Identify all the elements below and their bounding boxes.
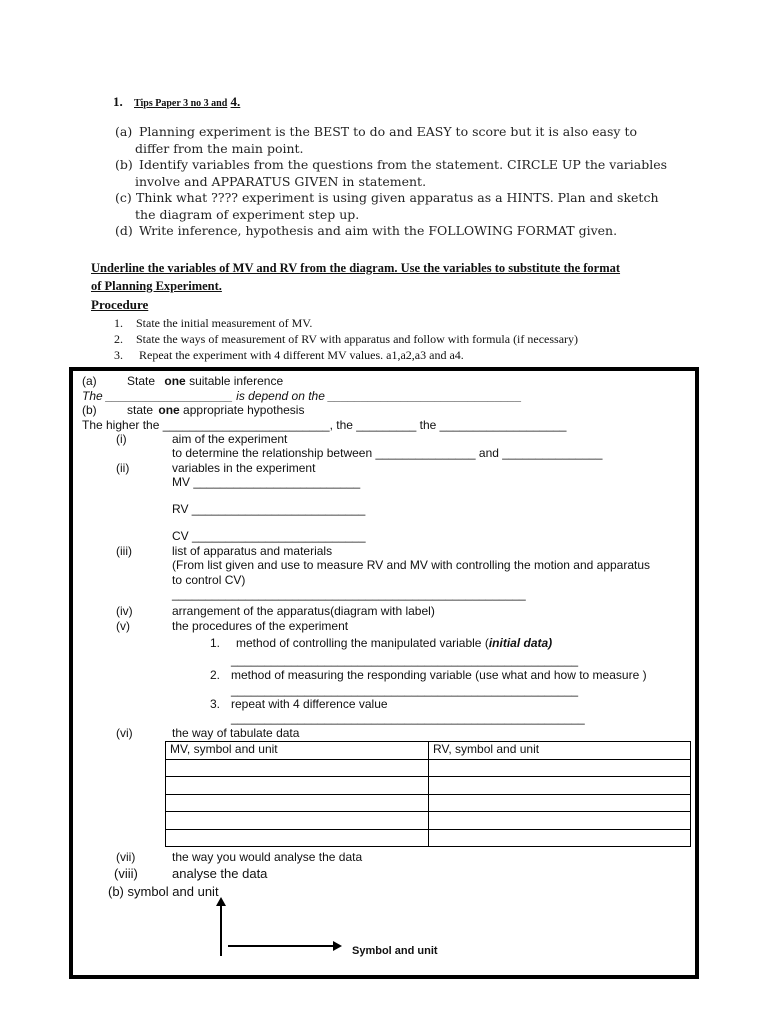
proc-3-text: repeat with 4 difference value: [231, 697, 388, 711]
instruction-line1: Underline the variables of MV and RV from the diagram. Use the variables to substitute the format: [91, 261, 621, 275]
form-b-label: (b): [82, 403, 97, 417]
form-vi-text: the way of tabulate data: [172, 726, 300, 740]
tip-a-line2: differ from the main point.: [135, 141, 304, 156]
tip-d-line1: Write inference, hypothesis and aim with the FOLLOWING FORMAT given.: [139, 223, 618, 238]
procedure-step-1-num: 1.: [114, 316, 123, 330]
form-vii-text: the way you would analyse the data: [172, 850, 363, 864]
tip-c-line1: Think what ???? experiment is using given apparatus as a HINTS. Plan and sketch: [136, 190, 659, 205]
procedure-step-2: State the ways of measurement of RV with apparatus and follow with formula (if necessary): [136, 332, 579, 346]
table-row[interactable]: [166, 794, 691, 812]
apparatus-note-1: (From list given and use to measure RV and MV with controlling the motion and apparatus: [172, 558, 651, 572]
header-number: 1.: [113, 94, 123, 109]
procedure-step-2-num: 2.: [114, 332, 123, 346]
x-axis-arrowhead-icon: [333, 941, 342, 951]
tip-a-line1: Planning experiment is the BEST to do and EASY to score but it is also easy to: [139, 124, 638, 139]
procedure-step-1: State the initial measurement of MV.: [136, 316, 313, 330]
y-axis-line: [220, 904, 222, 956]
proc-3-line: _____________________________________________________: [231, 711, 585, 725]
form-iv-text: arrangement of the apparatus(diagram with label): [172, 604, 435, 618]
form-v-text: the procedures of the experiment: [172, 619, 349, 633]
proc-1-line: ____________________________________________________: [231, 653, 579, 667]
table-cell[interactable]: [429, 812, 691, 830]
table-cell[interactable]: [166, 759, 429, 777]
form-a-heading: [127, 374, 283, 388]
header-title-number: 4.: [230, 94, 241, 109]
form-a-rest: suitable inference: [189, 374, 284, 388]
table-cell[interactable]: [429, 794, 691, 812]
cv-line: CV __________________________: [172, 529, 366, 543]
apparatus-note-2: to control CV): [172, 573, 246, 587]
proc-1-label: method of controlling the manipulated variable (: [236, 636, 489, 650]
form-iv-label: (iv): [116, 604, 133, 618]
header-title: Tips Paper 3 no 3 and: [134, 98, 228, 109]
procedure-heading: Procedure: [91, 297, 149, 312]
form-b2-text: (b) symbol and unit: [108, 884, 219, 899]
x-axis-label: Symbol and unit: [352, 945, 438, 957]
procedure-step-3: Repeat the experiment with 4 different MV values. a1,a2,a3 and a4.: [139, 348, 464, 362]
table-row[interactable]: [166, 812, 691, 830]
tip-b-line1: Identify variables from the questions from the statement. CIRCLE UP the variables: [139, 157, 668, 172]
tip-c-label: (c): [115, 190, 132, 205]
tip-b-label: (b): [115, 157, 133, 172]
table-header-mv: MV, symbol and unit: [166, 742, 429, 760]
data-table: [165, 741, 691, 847]
inference-line: The ___________________ is depend on the _____________________________: [82, 389, 522, 403]
form-i-text: aim of the experiment: [172, 432, 288, 446]
proc-2-num: 2.: [210, 668, 221, 682]
table-cell[interactable]: [166, 829, 429, 847]
form-vi-label: (vi): [116, 726, 133, 740]
rv-line: RV __________________________: [172, 502, 366, 516]
table-cell[interactable]: [166, 794, 429, 812]
proc-2-text: method of measuring the responding variable (use what and how to measure ): [231, 668, 647, 682]
table-row[interactable]: [166, 829, 691, 847]
tip-b-line2: involve and APPARATUS GIVEN in statement.: [135, 174, 427, 189]
form-i-label: (i): [116, 432, 127, 446]
table-row[interactable]: [166, 777, 691, 795]
apparatus-line: _____________________________________________________: [172, 587, 526, 601]
form-viii-text: analyse the data: [172, 866, 268, 881]
form-ii-text: variables in the experiment: [172, 461, 316, 475]
tip-a-label: (a): [115, 124, 133, 139]
table-cell[interactable]: [166, 812, 429, 830]
form-vii-label: (vii): [116, 850, 136, 864]
form-a-state: State: [127, 374, 156, 388]
table-cell[interactable]: [166, 777, 429, 795]
form-ii-label: (ii): [116, 461, 130, 475]
instruction-line2: of Planning Experiment.: [91, 279, 222, 293]
form-b-state: state: [127, 403, 154, 417]
tip-d-label: (d): [115, 223, 133, 238]
form-b-heading: [127, 403, 304, 417]
table-cell[interactable]: [429, 829, 691, 847]
proc-1-emphasis: initial data): [488, 636, 553, 650]
form-iii-text: list of apparatus and materials: [172, 544, 333, 558]
proc-1-text: [236, 636, 552, 650]
table-header-row: [166, 742, 691, 760]
form-a-label: (a): [82, 374, 97, 388]
mv-line: MV _________________________: [172, 475, 361, 489]
form-b-one: one: [158, 403, 180, 417]
proc-1-num: 1.: [210, 636, 221, 650]
procedure-step-3-num: 3.: [114, 348, 123, 362]
form-a-one: one: [164, 374, 186, 388]
proc-3-num: 3.: [210, 697, 221, 711]
table-cell[interactable]: [429, 777, 691, 795]
proc-2-line: ____________________________________________________: [231, 683, 579, 697]
form-viii-label: (viii): [114, 866, 138, 881]
form-b-rest: appropriate hypothesis: [183, 403, 305, 417]
header: [113, 94, 240, 110]
hypothesis-line: The higher the _________________________, the _________ the ___________________: [82, 418, 567, 432]
form-iii-label: (iii): [116, 544, 132, 558]
table-header-rv: RV, symbol and unit: [429, 742, 691, 760]
x-axis-line: [228, 945, 334, 947]
aim-line: to determine the relationship between _______________ and _______________: [172, 446, 603, 460]
form-v-label: (v): [116, 619, 130, 633]
table-cell[interactable]: [429, 759, 691, 777]
tip-c-line2: the diagram of experiment step up.: [135, 207, 360, 222]
table-row[interactable]: [166, 759, 691, 777]
